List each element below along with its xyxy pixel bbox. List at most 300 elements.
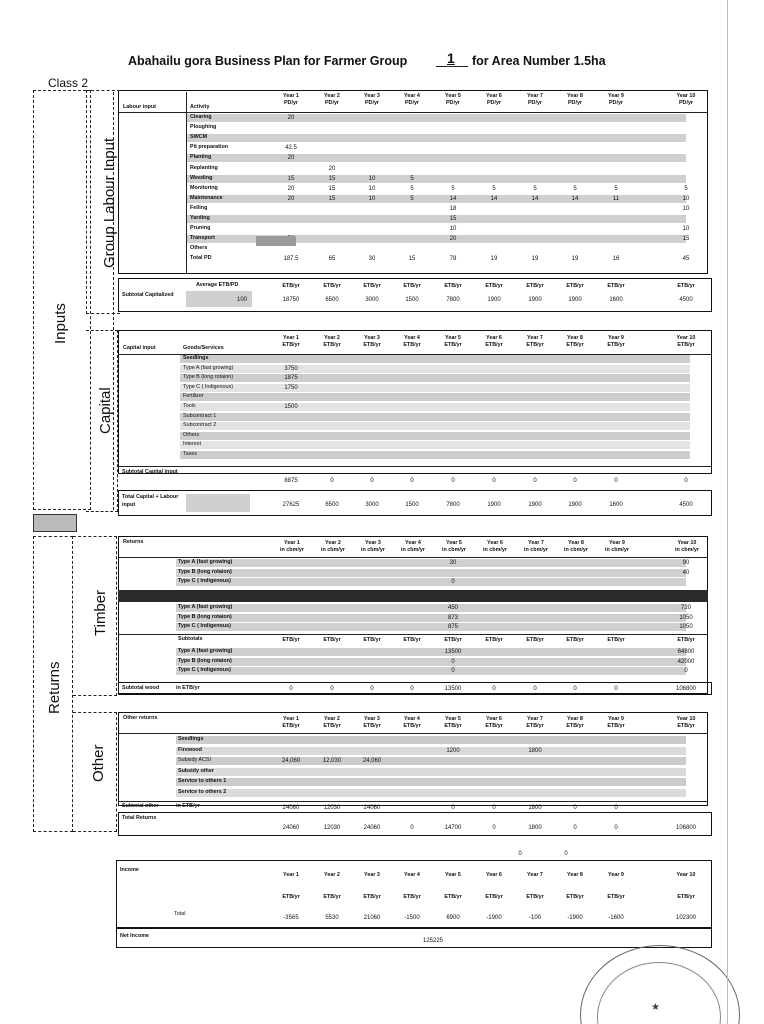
timber-subtotal-value: 0 [573, 686, 577, 692]
capital-item: Others [183, 431, 200, 438]
etb-unit: ETB/yr [363, 283, 381, 289]
capital-subtotal-value: 0 [370, 478, 374, 484]
labour-year-header [515, 93, 555, 107]
unit-label: PD/yr [608, 99, 624, 106]
labour-row-shade [186, 154, 686, 162]
capital-row-shade [180, 451, 690, 459]
other-item: Subsidy ACSI [178, 757, 211, 763]
etb-unit: ETB/yr [363, 637, 381, 643]
income-unit: ETB/yr [677, 894, 695, 900]
transport-cell [256, 236, 296, 246]
year-label: Year 5 [445, 335, 461, 341]
labour-value: 15 [287, 175, 295, 182]
timber-val-value: 0 [684, 668, 688, 674]
timber-price-value: 1050 [679, 614, 693, 621]
unit-label: ETB/yr [323, 341, 341, 348]
unit-label: in cbm/yr [524, 546, 548, 553]
labour-value: 15 [328, 195, 336, 202]
timber-row-shade [176, 667, 686, 675]
labour-col1: Labour input [123, 104, 156, 110]
capital-row-shade [180, 374, 690, 382]
labour-year-header [392, 93, 432, 107]
capital-total-value: 27625 [282, 502, 300, 508]
timber-subtotal-value: 0 [289, 686, 293, 692]
labour-activity: SWCM [190, 134, 208, 141]
etb-unit: ETB/yr [282, 637, 300, 643]
timber-col1: Returns [123, 539, 144, 545]
capital-value: 1750 [284, 384, 298, 391]
other-year-header [515, 716, 555, 730]
labour-year-header [596, 93, 636, 107]
net-income-label: Net Income [120, 933, 150, 939]
labour-value: 19 [571, 256, 579, 263]
labour-value: 5 [533, 185, 537, 192]
income-unit: ETB/yr [607, 894, 625, 900]
timber-vol-value: 90 [682, 560, 690, 566]
timber-vol-value: 0 [451, 579, 455, 585]
capital-item: Seedlings [183, 355, 209, 361]
unit-label: ETB/yr [444, 341, 462, 348]
capital-subtotal-value: 0 [451, 478, 455, 484]
labour-activity: Replanting [190, 164, 218, 171]
income-unit: ETB/yr [323, 894, 341, 900]
capital-subtotal-value: 0 [410, 478, 414, 484]
unit-label: ETB/yr [282, 722, 300, 729]
unit-label: PD/yr [678, 99, 694, 106]
other-value: 12,030 [322, 758, 342, 764]
etb-unit: ETB/yr [677, 283, 695, 289]
labour-value: 5 [573, 185, 577, 192]
gray-marker [33, 514, 77, 532]
capital-total-value: 1600 [609, 502, 623, 508]
other-row-shade [176, 736, 686, 744]
income-year-header: Year 6 [486, 872, 502, 878]
year-label: Year 10 [677, 540, 697, 546]
doc-title-post: for Area Number 1.5ha [472, 54, 606, 68]
labour-value: 15 [328, 175, 336, 182]
capital-year-header [474, 335, 514, 349]
year-label: Year 6 [487, 540, 503, 546]
etb-unit: ETB/yr [403, 283, 421, 289]
labour-value: 42.5 [285, 145, 297, 152]
labour-year-header [312, 93, 352, 107]
year-label: Year 5 [445, 716, 461, 722]
income-unit: ETB/yr [566, 894, 584, 900]
group-number-underline [436, 66, 468, 67]
other-year-header [352, 716, 392, 730]
unit-label: in cbm/yr [442, 546, 466, 553]
timber-subtotal-unit: in ETB/yr [176, 685, 200, 691]
year-label: Year 9 [609, 540, 625, 546]
capital-subtotal-value: 0 [330, 478, 334, 484]
labour-value: 16 [612, 256, 620, 263]
capital-subtotal-label: Subtotal Capital input [122, 469, 178, 475]
labour-value: 5 [410, 175, 414, 182]
year-label: Year 4 [404, 93, 420, 99]
capital-item: Interest [183, 441, 201, 448]
group-number: 1 [447, 50, 455, 66]
etb-unit: ETB/yr [444, 637, 462, 643]
timber-vol-type: Type A (fast growing) [178, 559, 233, 565]
capital-item: Type C ( Indigenous) [183, 383, 234, 390]
labour-value: 5 [410, 195, 414, 202]
other-year-header [555, 716, 595, 730]
total-returns-value: 0 [492, 825, 496, 831]
other-value: 1200 [446, 747, 460, 754]
timber-year-header [352, 540, 394, 554]
income-total-value: -1500 [404, 915, 420, 921]
labour-activity: Weeding [190, 174, 213, 181]
labour-value: 30 [368, 256, 376, 263]
labour-row-shade [186, 134, 686, 142]
labour-value: 14 [449, 195, 457, 202]
capital-item: Subcontract 2 [183, 422, 217, 429]
other-row-shade [176, 789, 686, 797]
other-subtotal-value: 0 [451, 805, 455, 811]
capital-total-value: 3000 [365, 502, 379, 508]
timber-year-header [666, 540, 708, 554]
other-item: Firewood [178, 746, 202, 753]
labour-subtotal-value: 4500 [679, 297, 693, 303]
timber-subtotals-label: Subtotals [178, 636, 203, 642]
year-label: Year 2 [324, 335, 340, 341]
labour-value: 20 [449, 236, 457, 243]
labour-value: 15 [328, 185, 336, 192]
labour-year-header [474, 93, 514, 107]
income-unit: ETB/yr [363, 894, 381, 900]
income-unit: ETB/yr [526, 894, 544, 900]
income-year-header: Year 2 [324, 872, 340, 878]
unit-label: in cbm/yr [401, 546, 425, 553]
labour-outer-frame [86, 90, 120, 314]
timber-val-type: Type A (fast growing) [178, 648, 233, 654]
unit-label: PD/yr [404, 99, 420, 106]
unit-label: in cbm/yr [564, 546, 588, 553]
capital-total-value: 7800 [446, 502, 460, 508]
timber-year-header [596, 540, 638, 554]
labour-subtotal-value: 1600 [609, 297, 623, 303]
unit-label: ETB/yr [403, 722, 421, 729]
year-label: Year 6 [486, 716, 502, 722]
income-unit: ETB/yr [444, 894, 462, 900]
unit-label: ETB/yr [323, 722, 341, 729]
timber-val-value: 64800 [677, 649, 695, 655]
labour-activity: Pit preparation [190, 144, 229, 151]
year-label: Year 2 [325, 540, 341, 546]
timber-price-value: 875 [447, 624, 458, 630]
labour-value: 15 [682, 236, 690, 243]
capital-row-shade [180, 403, 690, 411]
labour-value: 20 [287, 185, 295, 192]
capital-row-shade [180, 422, 690, 430]
timber-val-type: Type B (long rotaion) [178, 657, 232, 664]
year-label: Year 7 [527, 716, 543, 722]
etb-unit: ETB/yr [526, 283, 544, 289]
income-total-value: -100 [528, 915, 541, 921]
inputs-label: Inputs [52, 303, 69, 344]
etb-unit: ETB/yr [485, 637, 503, 643]
capital-year-header [392, 335, 432, 349]
labour-value: 20 [287, 115, 295, 121]
income-year-header: Year 1 [283, 872, 299, 878]
etb-unit: ETB/yr [403, 637, 421, 643]
labour-subtotal-value: 1900 [568, 297, 582, 303]
year-label: Year 4 [404, 335, 420, 341]
income-total-value: -1900 [567, 915, 583, 921]
labour-value: 45 [682, 256, 690, 263]
year-label: Year 7 [527, 93, 543, 99]
capital-item: Subcontract 1 [183, 412, 217, 419]
year-label: Year 10 [676, 335, 696, 341]
timber-dark-band [118, 590, 708, 602]
labour-year-header [433, 93, 473, 107]
income-total-value: 5530 [325, 915, 339, 921]
labour-value: 10 [682, 205, 690, 212]
class-label: Class 2 [48, 76, 89, 90]
labour-activity: Yarding [190, 215, 210, 221]
year-label: Year 8 [568, 540, 584, 546]
income-total-value: 21060 [363, 915, 381, 921]
labour-value: 20 [328, 165, 336, 172]
labour-value: 14 [571, 195, 579, 202]
capital-year-header [666, 335, 706, 349]
unit-label: PD/yr [486, 99, 502, 106]
timber-year-header [474, 540, 516, 554]
capital-item: Fertilizer [183, 393, 204, 400]
total-returns-value: 0 [573, 825, 577, 831]
capital-col2: Goods/Services [183, 345, 224, 351]
inputs-frame [33, 90, 91, 510]
capital-item: Tools [183, 403, 196, 409]
labour-value: 5 [614, 185, 618, 192]
timber-row-shade [176, 569, 686, 577]
labour-value: 19 [490, 256, 498, 263]
capital-row-shade [180, 393, 690, 401]
capital-value: 1875 [284, 375, 298, 382]
capital-row-shade [180, 432, 690, 440]
timber-subtotal-value: 106800 [675, 686, 697, 692]
timber-price-value: 720 [680, 605, 691, 611]
labour-value: 78 [449, 256, 457, 263]
year-label: Year 9 [608, 716, 624, 722]
labour-row-shade [186, 175, 686, 183]
income-unit: ETB/yr [282, 894, 300, 900]
capital-item: Taxes [183, 451, 198, 457]
unit-label: ETB/yr [485, 722, 503, 729]
unit-label: ETB/yr [607, 722, 625, 729]
labour-year-header [666, 93, 706, 107]
capital-total-value: 6500 [325, 502, 339, 508]
official-seal: ★ [580, 945, 740, 1024]
year-label: Year 10 [676, 93, 696, 99]
other-year-header [312, 716, 352, 730]
timber-label: Timber [92, 589, 109, 636]
income-unit: ETB/yr [485, 894, 503, 900]
capital-total-value: 1500 [405, 502, 419, 508]
labour-year-header [352, 93, 392, 107]
total-returns-value: 0 [410, 825, 414, 831]
other-year-header [433, 716, 473, 730]
timber-val-type: Type C ( Indigenous) [178, 667, 231, 673]
other-subtotal-value: 0 [614, 805, 618, 811]
income-year-header: Year 7 [527, 872, 543, 878]
year-label: Year 3 [364, 335, 380, 341]
other-subtotal-unit: in ETB/yr [176, 803, 200, 809]
total-returns-label: Total Returns [122, 815, 157, 821]
labour-activity: Maintenance [190, 194, 223, 201]
year-label: Year 2 [324, 716, 340, 722]
returns-label: Returns [46, 661, 63, 714]
labour-subtotal-value: 1500 [405, 297, 419, 303]
timber-year-header [515, 540, 557, 554]
capital-year-header [596, 335, 636, 349]
capital-value: 3750 [284, 365, 298, 372]
other-item: Service to others 1 [178, 778, 227, 784]
unit-label: in cbm/yr [321, 546, 345, 553]
other-item: Service to others 2 [178, 788, 227, 795]
timber-subtotal-value: 0 [330, 686, 334, 692]
capital-year-header [312, 335, 352, 349]
year-label: Year 4 [405, 540, 421, 546]
labour-value: 10 [682, 226, 690, 233]
labour-value: 10 [368, 185, 376, 192]
labour-row-shade [186, 114, 686, 122]
unit-label: ETB/yr [526, 341, 544, 348]
other-subtotal-value: 24060 [363, 805, 381, 811]
timber-row-shade [176, 559, 686, 567]
timber-price-value: 1050 [679, 624, 693, 630]
timber-price-type: Type C ( Indigenous) [178, 623, 231, 629]
timber-subtotal-value: 0 [410, 686, 414, 692]
labour-activity: Monitoring [190, 184, 218, 191]
capital-value: 1500 [284, 404, 298, 410]
unit-label: ETB/yr [566, 341, 584, 348]
other-subtotal-value: 1800 [528, 805, 542, 811]
labour-value: 14 [531, 195, 539, 202]
etb-unit: ETB/yr [282, 283, 300, 289]
year-label: Year 2 [324, 93, 340, 99]
income-total-value: -1600 [608, 915, 624, 921]
year-label: Year 3 [364, 93, 380, 99]
timber-row-shade [176, 604, 686, 612]
timber-val-value: 0 [451, 658, 455, 665]
labour-col2: Activity [190, 104, 210, 110]
unit-label: in cbm/yr [605, 546, 629, 553]
income-total-value: 6900 [446, 915, 460, 921]
other-sub-line [118, 801, 708, 802]
timber-subtotal-value: 0 [533, 686, 537, 692]
capital-item: Type A (fast growing) [183, 364, 234, 371]
capital-row-shade [180, 384, 690, 392]
labour-activity: Total PD [190, 255, 212, 262]
right-edge-line [727, 0, 728, 1024]
income-year-header: Year 5 [445, 872, 461, 878]
year-label: Year 7 [527, 335, 543, 341]
unit-label: in cbm/yr [483, 546, 507, 553]
year-label: Year 8 [567, 716, 583, 722]
timber-row-shade [176, 658, 686, 666]
timber-val-value: 0 [451, 668, 455, 674]
timber-row-shade [176, 623, 686, 631]
year-label: Year 1 [284, 540, 300, 546]
labour-value: 5 [451, 185, 455, 192]
other-subtotal-value: 12030 [323, 805, 341, 811]
timber-year-header [555, 540, 597, 554]
income-total-value: 102300 [675, 915, 697, 921]
capital-year-header [352, 335, 392, 349]
group-labour-label: Group Labour Input [101, 137, 118, 268]
other-value: 1800 [528, 747, 542, 754]
labour-subtotal-value: 1900 [528, 297, 542, 303]
unit-label: in cbm/yr [675, 546, 699, 553]
other-year-header [596, 716, 636, 730]
year-label: Year 7 [528, 540, 544, 546]
timber-year-header [392, 540, 434, 554]
capital-row-shade [180, 365, 690, 373]
labour-header-line [118, 112, 708, 113]
capital-total-shade [186, 494, 250, 512]
year-label: Year 1 [283, 93, 299, 99]
capital-sub-line [118, 466, 712, 467]
year-label: Year 8 [567, 335, 583, 341]
unit-label: ETB/yr [444, 722, 462, 729]
other-subtotal-value: 0 [573, 805, 577, 811]
capital-subtotal-value: 8875 [284, 478, 298, 484]
capital-subtotal-value: 0 [573, 478, 577, 484]
year-label: Year 3 [365, 540, 381, 546]
etb-unit: ETB/yr [607, 283, 625, 289]
labour-value: 14 [490, 195, 498, 202]
year-label: Year 8 [567, 93, 583, 99]
below-value: 0 [564, 851, 568, 857]
total-returns-value: 12030 [323, 825, 341, 831]
labour-value: 10 [368, 175, 376, 182]
capital-total-value: 1900 [487, 502, 501, 508]
unit-label: PD/yr [567, 99, 583, 106]
other-year-header [666, 716, 706, 730]
total-returns-value: 24060 [282, 825, 300, 831]
timber-row-shade [176, 578, 686, 586]
labour-activity: Ploughing [190, 124, 217, 131]
labour-value: 20 [287, 195, 295, 202]
income-year-header: Year 10 [676, 872, 696, 878]
labour-value: 20 [287, 155, 295, 162]
year-label: Year 6 [486, 93, 502, 99]
unit-label: ETB/yr [677, 722, 695, 729]
labour-subtotal-value: 3000 [365, 297, 379, 303]
other-year-header [474, 716, 514, 730]
other-item: Seedlings [178, 736, 204, 742]
etb-unit: ETB/yr [677, 637, 695, 643]
labour-value: 5 [684, 185, 688, 192]
unit-label: ETB/yr [677, 341, 695, 348]
other-row-shade [176, 778, 686, 786]
unit-label: in cbm/yr [361, 546, 385, 553]
income-total-value: -3565 [283, 915, 299, 921]
capital-subtotal-value: 0 [684, 478, 688, 484]
timber-vol-type: Type C ( Indigenous) [178, 578, 231, 584]
capital-year-header [555, 335, 595, 349]
labour-subtotal-value: 6500 [325, 297, 339, 303]
capital-total-value: 4500 [679, 502, 693, 508]
unit-label: PD/yr [324, 99, 340, 106]
capital-item: Type B (long rotaion) [183, 374, 234, 381]
labour-value: 11 [612, 195, 620, 202]
year-label: Year 1 [283, 335, 299, 341]
unit-label: ETB/yr [403, 341, 421, 348]
total-returns-value: 0 [614, 825, 618, 831]
labour-value: 5 [492, 185, 496, 192]
